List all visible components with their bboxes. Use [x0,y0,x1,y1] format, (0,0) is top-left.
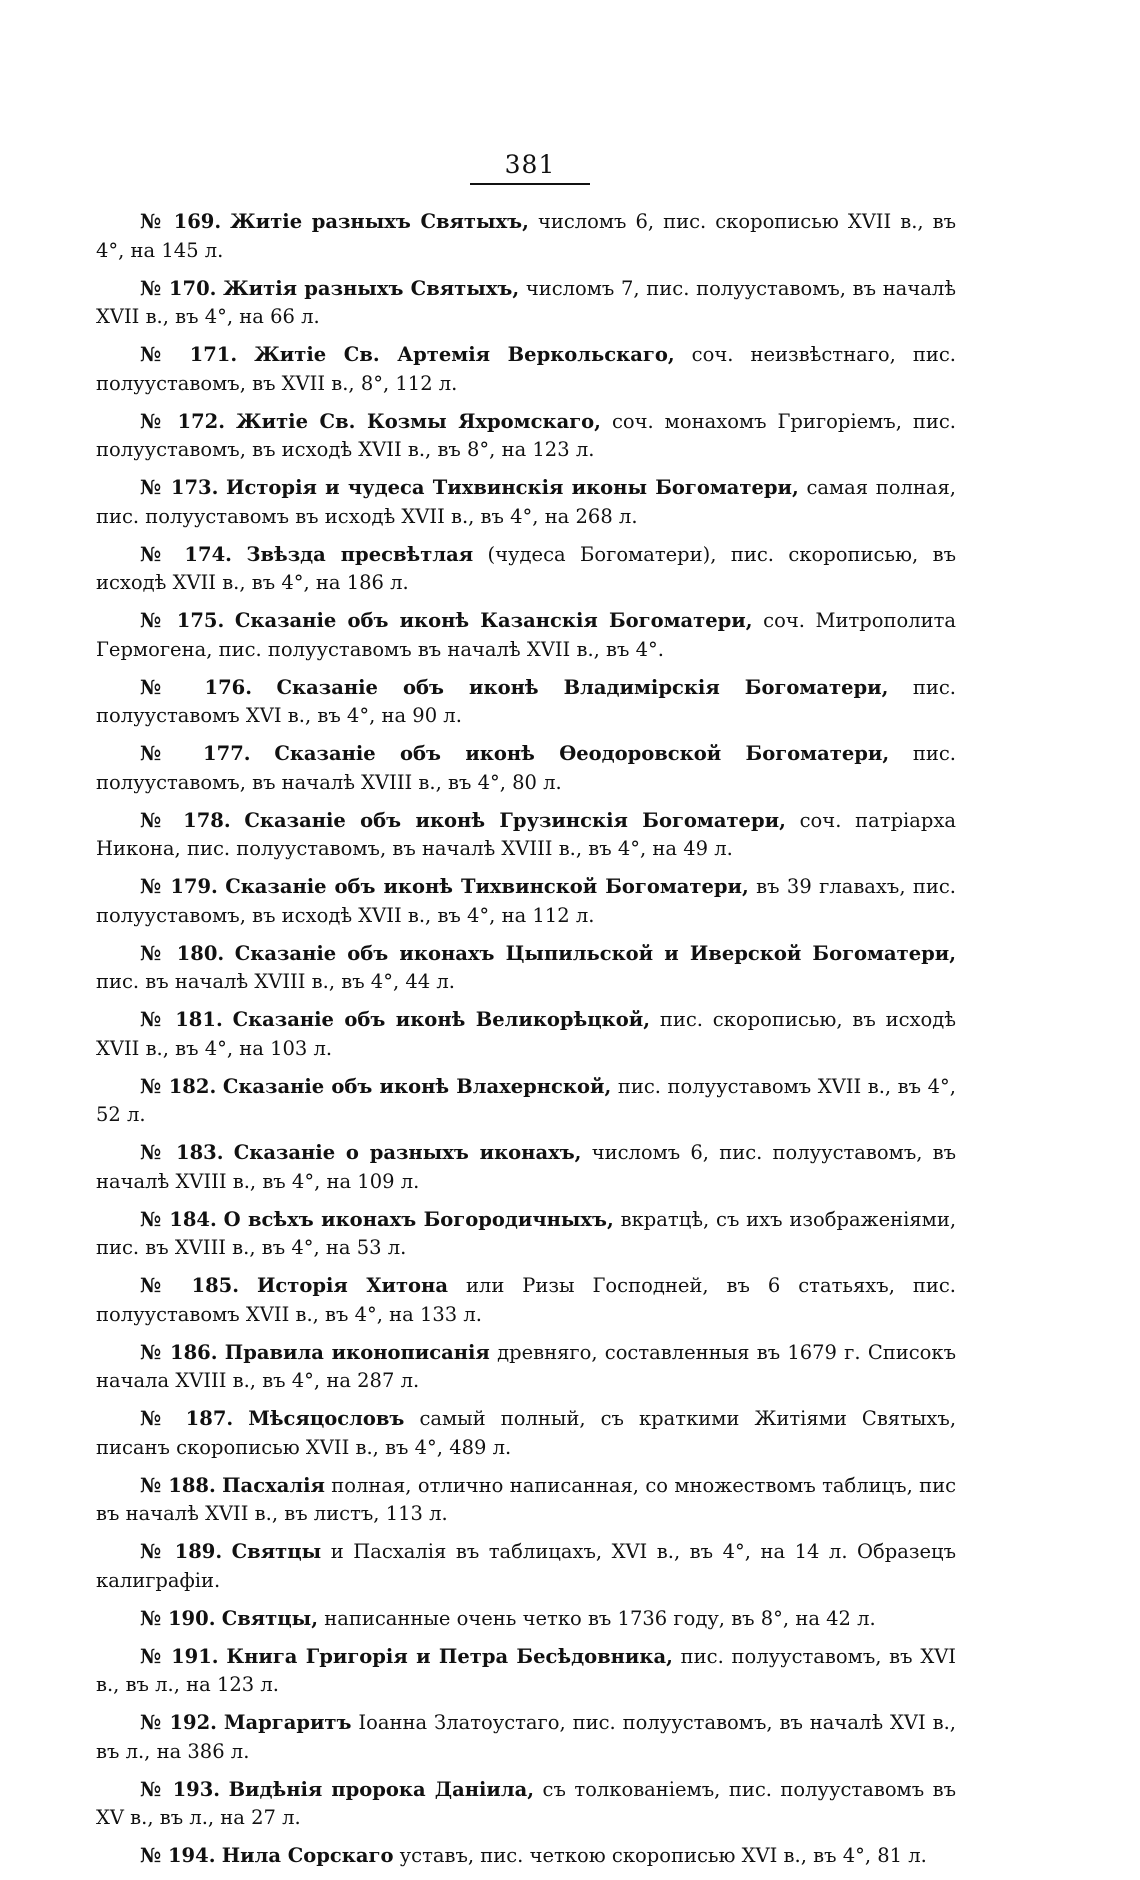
catalog-entry [96,1073,956,1130]
entry-title: Нила Сорскаго [221,1844,394,1867]
catalog-entries [96,208,956,1880]
entry-title: Житіе разныхъ Святыхъ, [230,210,529,233]
entry-title: О всѣхъ иконахъ Богородичныхъ, [223,1207,614,1231]
entry-description: пис. полууставомъ, въ XVI в., въ л., на 123 л. [96,1644,956,1696]
entry-title: Сказаніе объ иконѣ Владимірскія Богоматери, [276,675,889,699]
entry-title: Сказаніе объ иконѣ Великорѣцкой, [232,1008,650,1031]
entry-number: № 187. [140,1407,234,1430]
entry-description: пис. полууставомъ XVII в., въ 4°, 52 л. [96,1074,956,1126]
entry-title: Исторія и чудеса Тихвинскія иконы Богоматери, [226,476,799,499]
entry-description: соч. монахомъ Григоріемъ, пис. полууставомъ, въ исходѣ XVII в., въ 8°, на 123 л. [96,409,956,461]
entry-description: въ 39 главахъ, пис. полууставомъ, въ исходѣ XVII в., въ 4°, на 112 л. [96,875,957,927]
entry-description: или Ризы Господней, въ 6 статьяхъ, пис. полууставомъ XVII в., въ 4°, на 133 л. [96,1274,956,1326]
entry-description: древняго, составленныя въ 1679 г. Списокъ начала XVIII в., въ 4°, на 287 л. [96,1340,956,1392]
entry-number: № 179. [140,875,218,898]
entry-title: Книга Григорія и Петра Бесѣдовника, [226,1644,673,1668]
entry-description: вкратцѣ, съ ихъ изображеніями, пис. въ XVIII в., въ 4°, на 53 л. [96,1207,957,1259]
entry-number: № 188. [140,1473,216,1497]
entry-description: и Пасхалія въ таблицахъ, XVI в., въ 4°, на 14 л. Образецъ калиграфіи. [96,1540,956,1592]
entry-title: Звѣзда пресвѣтлая [246,542,474,566]
entry-number: № 191. [140,1644,219,1668]
entry-description: числомъ 6, пис. скорописью XVII в., въ 4°, на 145 л. [96,210,957,262]
entry-title: Житіе Св. Артемія Веркольскаго, [254,343,675,366]
catalog-entry [96,1405,956,1462]
entry-number: № 173. [140,476,219,499]
catalog-entry [96,1272,956,1329]
entry-number: № 185. [140,1274,240,1297]
catalog-entry [96,607,956,664]
catalog-entry [96,208,956,265]
catalog-entry [96,1538,956,1595]
entry-number: № 194. [140,1844,216,1867]
entry-title: Сказаніе объ иконѣ Өеодоровской Богоматери, [274,742,890,765]
entry-description: (чудеса Богоматери), пис. скорописью, въ исходѣ XVII в., въ 4°, на 186 л. [96,542,957,594]
entry-number: № 172. [140,409,226,433]
entry-description: Іоанна Златоустаго, пис. полууставомъ, въ началѣ XVI в., въ л., на 386 л. [96,1711,956,1763]
entry-description: числомъ 7, пис. полууставомъ, въ началѣ XVII в., въ 4°, на 66 л. [96,276,956,328]
entry-title: Сказаніе объ иконѣ Казанскія Богоматери, [234,609,753,632]
catalog-entry [96,408,956,465]
entry-description: уставъ, пис. четкою скорописью XVI в., въ 4°, 81 л. [399,1844,927,1867]
catalog-entry [96,1006,956,1063]
entry-description: пис. въ началѣ XVIII в., въ 4°, 44 л. [96,970,455,993]
entry-number: № 175. [140,609,225,632]
page-number: 381 [470,150,590,185]
catalog-entry [96,1709,956,1766]
entry-description: съ толкованіемъ, пис. полууставомъ въ XV в., въ л., на 27 л. [96,1777,957,1829]
entry-description: пис. скорописью, въ исходѣ XVII в., въ 4°, на 103 л. [96,1008,956,1060]
entry-description: соч. Митрополита Гермогена, пис. полууставомъ въ началѣ XVII в., въ 4°. [96,609,957,661]
entry-number: № 171. [140,343,238,366]
entry-number: № 170. [140,276,217,300]
entry-number: № 182. [140,1074,217,1098]
entry-description: пис. полууставомъ XVI в., въ 4°, на 90 л. [96,675,956,727]
entry-title: Житія разныхъ Святыхъ, [223,276,520,300]
catalog-entry [96,1339,956,1396]
entry-title: Сказаніе объ иконѣ Влахернской, [222,1074,612,1098]
entry-title: Мѣсяцословъ [248,1407,405,1430]
catalog-entry [96,1842,956,1871]
entry-title: Сказаніе о разныхъ иконахъ, [233,1141,582,1164]
entry-description: полная, отлично написанная, со множествомъ таблицъ, пис въ началѣ XVII в., въ листъ, 113 л. [96,1473,957,1525]
catalog-entry [96,474,956,531]
catalog-entry [96,341,956,398]
entry-number: № 181. [140,1008,223,1031]
entry-title: Пасхалія [222,1473,325,1497]
entry-number: № 174. [140,542,232,566]
entry-number: № 186. [140,1340,218,1364]
entry-title: Святцы, [221,1606,318,1630]
entry-number: № 183. [140,1141,224,1164]
entry-title: Сказаніе объ иконахъ Цыпильской и Иверской Богоматери, [234,941,957,965]
entry-number: № 193. [140,1777,221,1801]
catalog-entry [96,873,956,930]
entry-description: самая полная, пис. полууставомъ въ исходѣ XVII в., въ 4°, на 268 л. [96,476,957,528]
catalog-entry [96,807,956,864]
entry-description: самый полный, съ краткими Житіями Святыхъ, писанъ скорописью XVII в., въ 4°, 489 л. [96,1407,957,1459]
entry-number: № 189. [140,1540,223,1563]
catalog-entry [96,740,956,797]
entry-title: Видѣнія пророка Даніила, [228,1777,535,1801]
entry-description: соч. неизвѣстнаго, пис. полууставомъ, въ XVII в., 8°, 112 л. [96,343,956,395]
catalog-entry [96,1776,956,1833]
catalog-entry [96,674,956,731]
entry-title: Исторія Хитона [256,1274,448,1297]
entry-number: № 176. [140,675,253,699]
entry-title: Сказаніе объ иконѣ Тихвинской Богоматери, [225,875,749,898]
entry-number: № 169. [140,210,222,233]
catalog-entry [96,1139,956,1196]
entry-title: Правила иконописанія [224,1340,490,1364]
entry-number: № 190. [140,1606,216,1630]
entry-title: Сказаніе объ иконѣ Грузинскія Богоматери, [244,808,786,832]
entry-number: № 184. [140,1207,217,1231]
entry-description: числомъ 6, пис. полууставомъ, въ началѣ XVIII в., въ 4°, на 109 л. [96,1141,957,1193]
entry-number: № 178. [140,808,231,832]
catalog-entry [96,275,956,332]
catalog-entry [96,1643,956,1700]
catalog-entry [96,1472,956,1529]
catalog-entry [96,940,956,997]
entry-number: № 192. [140,1711,217,1734]
entry-title: Житіе Св. Козмы Яхромскаго, [236,409,601,433]
entry-title: Маргаритъ [223,1711,352,1734]
entry-title: Святцы [231,1540,322,1563]
catalog-entry [96,1605,956,1634]
entry-number: № 177. [140,742,251,765]
entry-description: соч. патріарха Никона, пис. полууставомъ, въ началѣ XVIII в., въ 4°, на 49 л. [96,808,957,860]
catalog-entry [96,541,956,598]
catalog-entry [96,1206,956,1263]
entry-description: написанные очень четко въ 1736 году, въ 8°, на 42 л. [324,1606,876,1630]
entry-description: пис. полууставомъ, въ началѣ XVIII в., въ 4°, 80 л. [96,742,957,794]
entry-number: № 180. [140,941,225,965]
